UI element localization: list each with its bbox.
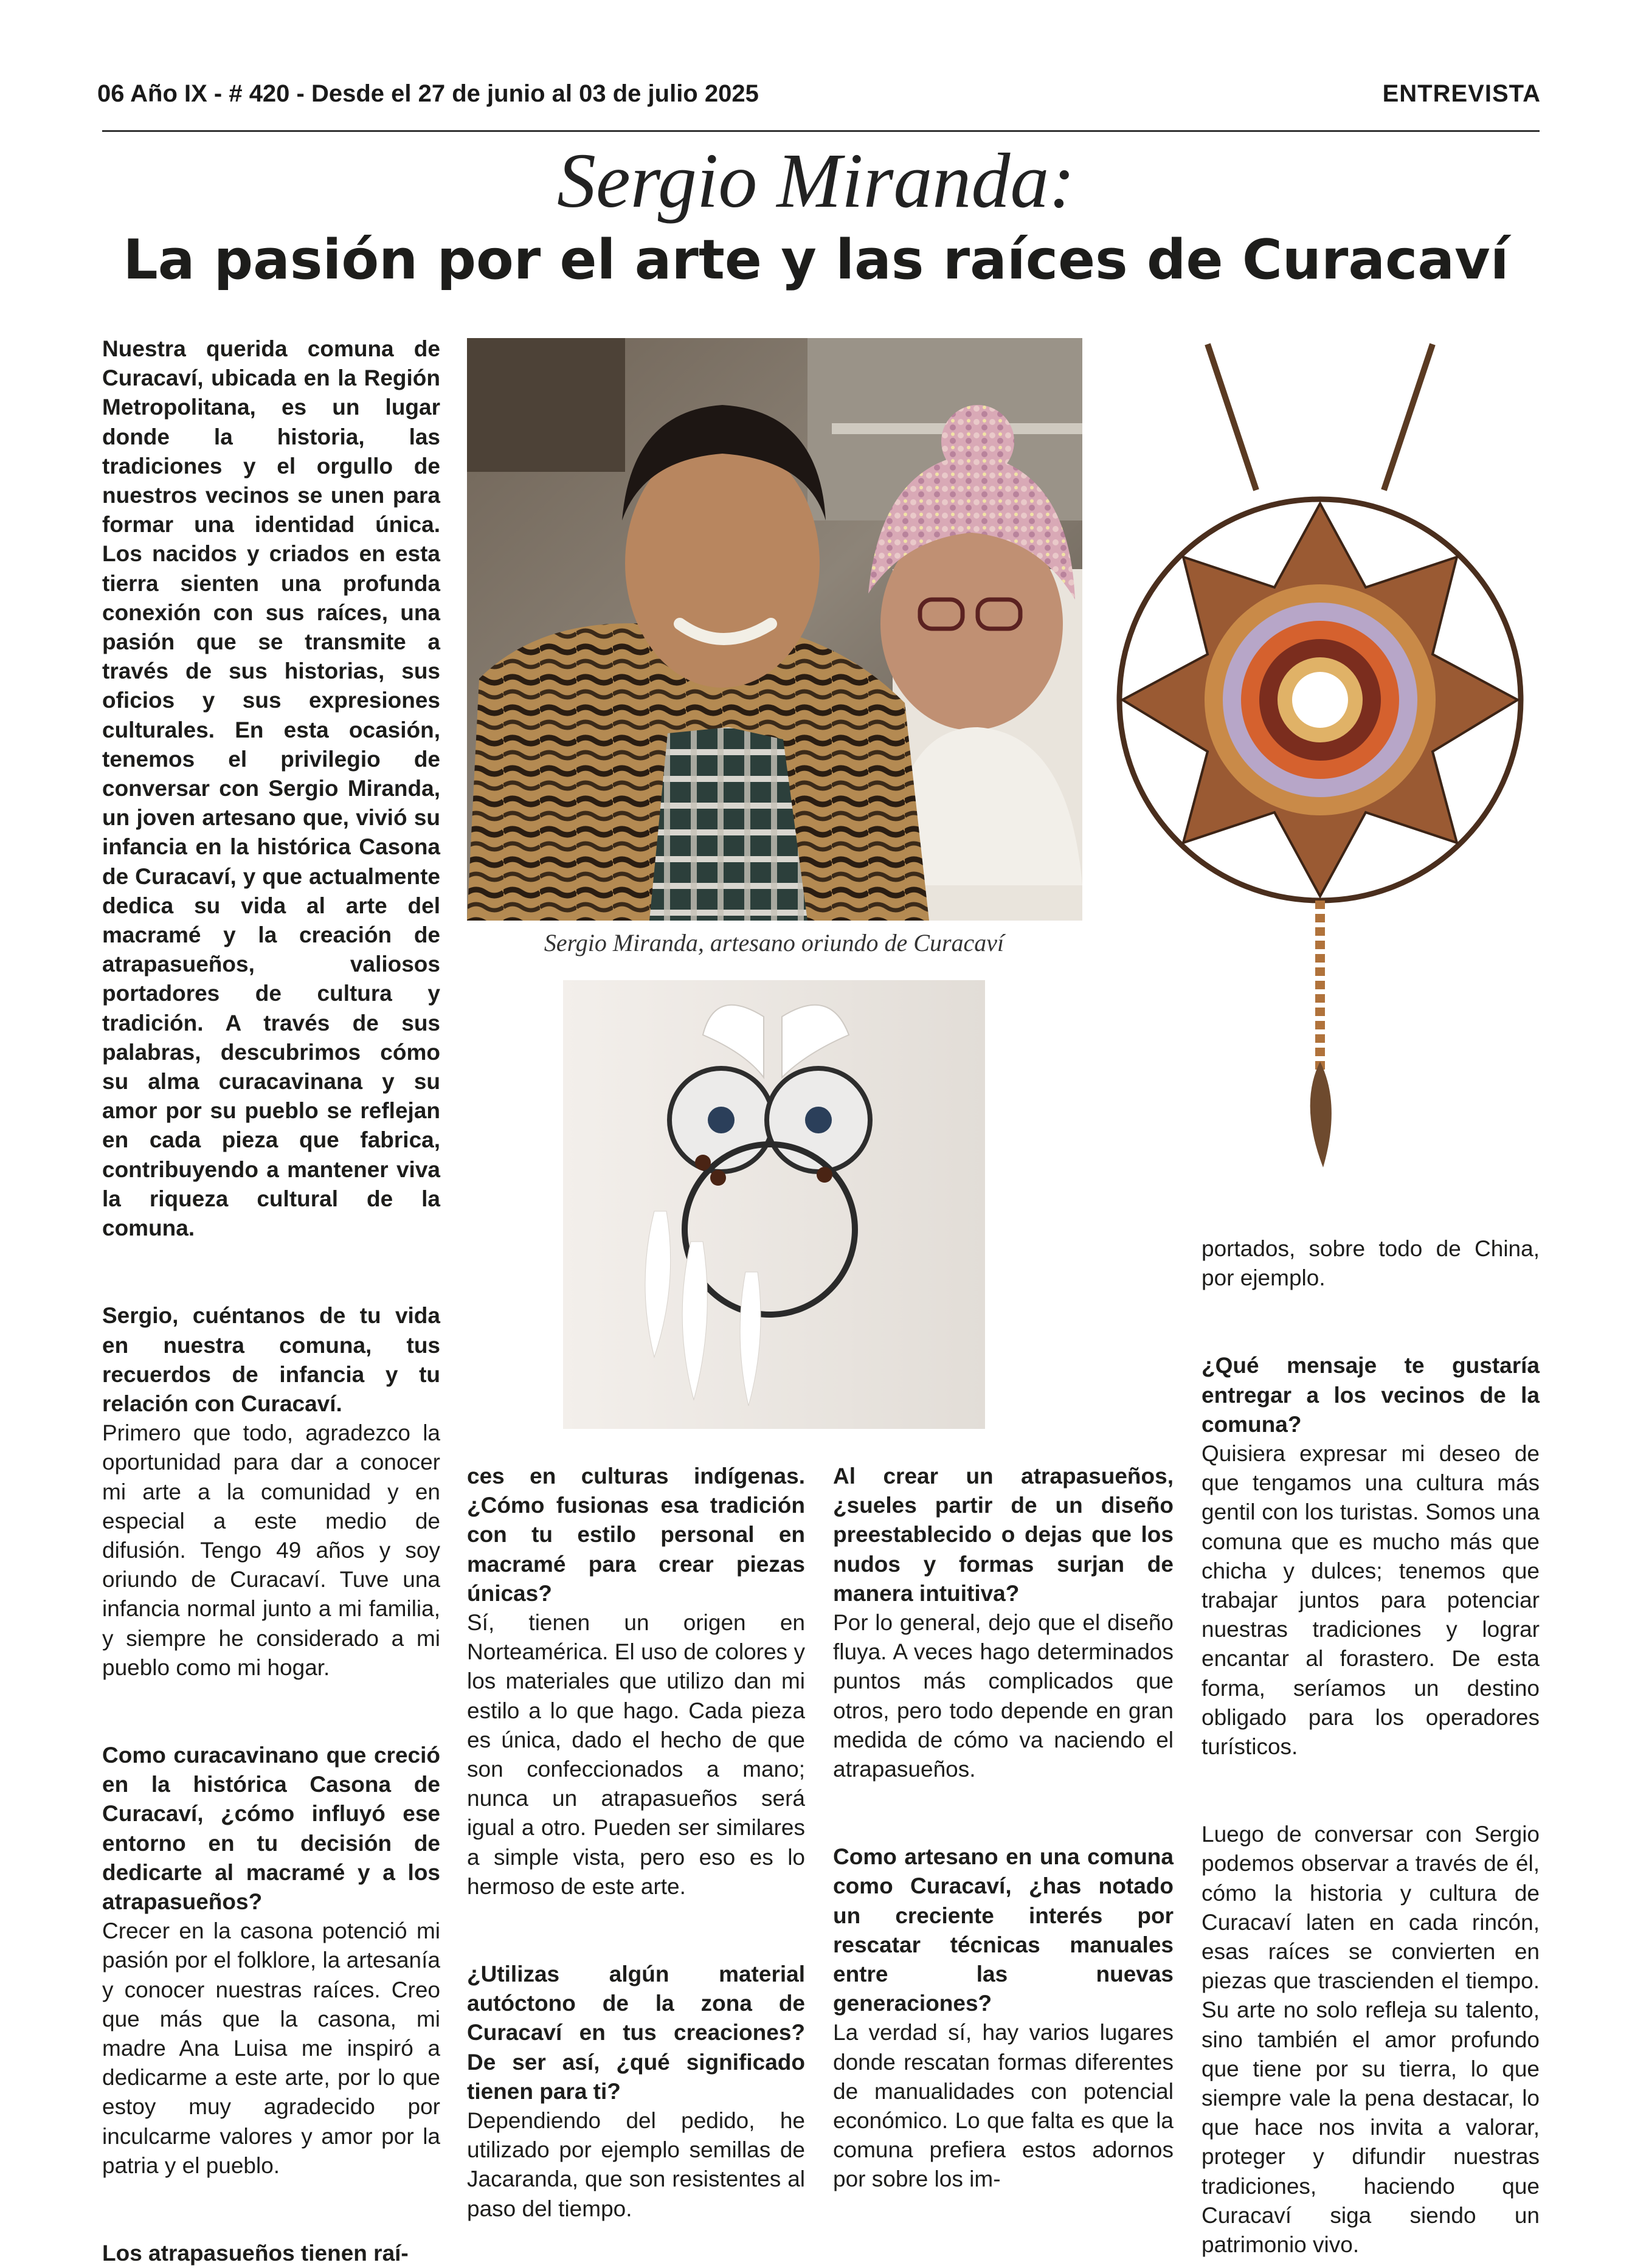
answer-3: Sí, tienen un origen en Norteamérica. El uso de colores y los materiales que utilizo dan mi estilo a lo que hago. Cada pieza es única, dado el hecho de que son confeccionados a mano; nunca un atrapasueños será igual a otro. Pueden ser similares a simple vista, pero eso es lo hermoso de este arte.: [467, 1610, 805, 1899]
question-2: Como curacavinano que creció en la histórica Casona de Curacaví, ¿cómo influyó ese entorno en tu decisión de dedicarte al macramé y a los atrapasueños?: [102, 1742, 440, 1914]
header-rule: [102, 130, 1540, 132]
macrame-dreamcatcher-photo: [1116, 338, 1546, 1167]
answer-4: Dependiendo del pedido, he utilizado por ejemplo semillas de Jacaranda, que son resistentes al paso del tiempo.: [467, 2108, 805, 2221]
answer-6: La verdad sí, hay varios lugares donde rescatan formas diferentes de manualidades con potencial económico. Lo que falta es que la comuna prefiera estos adornos por sobre los im-: [833, 2020, 1174, 2192]
column-1: [102, 334, 440, 2268]
answer-5: Por lo general, dejo que el diseño fluya. A veces hago determinados puntos más complicados que otros, pero todo depende en gran medida de cómo va naciendo el atrapasueños.: [833, 1610, 1174, 1782]
column-3: [833, 1462, 1174, 2194]
question-5: Al crear un atrapasueños, ¿sueles partir de un diseño preestablecido o dejas que los nudos y formas surjan de manera intuitiva?: [833, 1464, 1174, 1606]
column-4: [1202, 1234, 1540, 2259]
question-3-end: ces en culturas indígenas. ¿Cómo fusionas esa tradición con tu estilo personal en macramé para crear piezas únicas?: [467, 1464, 805, 1606]
headline-subtitle: La pasión por el arte y las raíces de Curacaví: [123, 228, 1509, 292]
question-7: ¿Qué mensaje te gustaría entregar a los vecinos de la comuna?: [1202, 1353, 1540, 1437]
issue-line: 06 Año IX - # 420 - Desde el 27 de junio al 03 de julio 2025: [97, 80, 759, 107]
question-6: Como artesano en una comuna como Curacaví, ¿has notado un creciente interés por rescatar técnicas manuales entre las nuevas generaciones?: [833, 1844, 1174, 2016]
question-3-start: Los atrapasueños tienen raí-: [102, 2240, 409, 2266]
answer-1: Primero que todo, agradezco la oportunidad para dar a conocer mi arte a la comunidad y en especial a este medio de difusión. Tengo 49 años y soy oriundo de Curacaví. Tuve una infancia normal junto a mi familia, y siempre he considerado a mi pueblo como mi hogar.: [102, 1420, 440, 1680]
answer-2: Crecer en la casona potenció mi pasión por el folklore, la artesanía y conocer nuestras raíces. Creo que más que la casona, mi madre Ana Luisa me inspiró a dedicarme a este arte, por lo que estoy muy agradecido por inculcarme valores y amor por la patria y el pueblo.: [102, 1918, 440, 2178]
portrait-caption: Sergio Miranda, artesano oriundo de Curacaví: [544, 929, 1004, 956]
question-4: ¿Utilizas algún material autóctono de la zona de Curacaví en tus creaciones? De ser así, ¿qué significado tienen para ti?: [467, 1962, 805, 2104]
answer-7: Quisiera expresar mi deseo de que tengamos una cultura más gentil con los turistas. Somos una comuna que es mucho más que chicha y dulces; tenemos que trabajar juntos para potenciar nuestras tradiciones y lograr encantar al forastero. De esta forma, seríamos un destino obligado para los operadores turísticos.: [1202, 1441, 1540, 1760]
closing-paragraph: Luego de conversar con Sergio podemos observar a través de él, cómo la historia y cultura de Curacaví laten en cada rincón, esas raíces se convierten en piezas que trascienden el tiempo. Su arte no solo refleja su talento, sino también el amor profundo que tiene por su tierra, lo que siempre vale la pena destacar, lo que hace nos invita a valorar, proteger y difundir nuestras tradiciones, haciendo que Curacaví siga siendo un patrimonio vivo.: [1202, 1822, 1540, 2258]
portrait-photo: [467, 338, 1082, 921]
column-2: [467, 1462, 805, 2224]
answer-6-end: portados, sobre todo de China, por ejemplo.: [1202, 1236, 1540, 1291]
question-1: Sergio, cuéntanos de tu vida en nuestra comuna, tus recuerdos de infancia y tu relación con Curacaví.: [102, 1303, 440, 1416]
intro-paragraph: Nuestra querida comuna de Curacaví, ubicada en la Región Metropolitana, es un lugar donde la historia, las tradiciones y el orgullo de nuestros vecinos se unen para formar una identidad única. Los nacidos y criados en esta tierra sienten una profunda conexión con sus raíces, una pasión que se transmite a través de sus historias, sus oficios y sus expresiones culturales. En esta ocasión, tenemos el privilegio de conversar con Sergio Miranda, un joven artesano que, vivió su infancia en la histórica Casona de Curacaví, y que actualmente dedica su vida al arte del macramé y la creación de atrapasueños, valiosos portadores de cultura y tradición. A través de sus palabras, descubrimos cómo su alma curacavinana y su amor por su pueblo se reflejan en cada pieza que fabrica, contribuyendo a mantener viva la riqueza cultural de la comuna.: [102, 336, 440, 1241]
section-label: ENTREVISTA: [1382, 80, 1541, 107]
owl-dreamcatcher-photo: [563, 980, 985, 1429]
headline-name: Sergio Miranda:: [556, 137, 1076, 224]
